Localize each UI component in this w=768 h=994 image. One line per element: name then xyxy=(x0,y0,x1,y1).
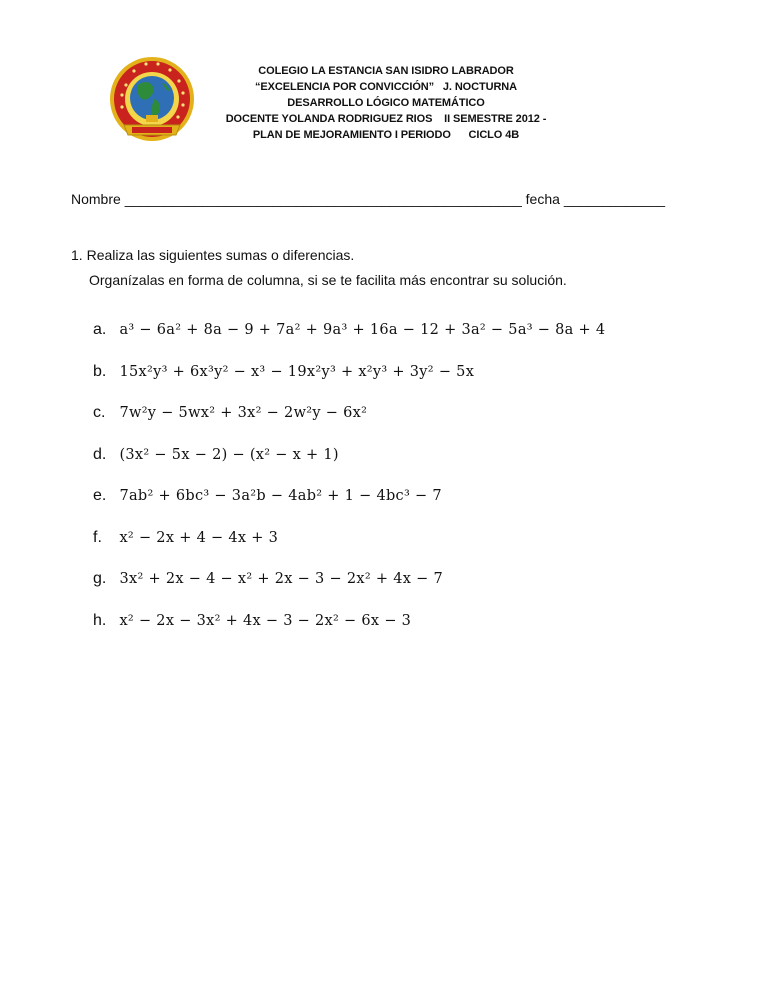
exercise-e xyxy=(93,487,442,505)
document-header xyxy=(196,63,576,143)
exercise-label: a. xyxy=(93,321,107,338)
exercise-label: b. xyxy=(93,363,107,380)
header-motto: “EXCELENCIA POR CONVICCIÓN” J. NOCTURNA xyxy=(255,81,517,93)
exercise-expression: 3x² + 2x − 4 − x² + 2x − 3 − 2x² + 4x − 7 xyxy=(119,571,443,587)
date-blank[interactable]: _____________ xyxy=(563,191,666,207)
exercise-expression: 15x²y³ + 6x³y² − x³ − 19x²y³ + x²y³ + 3y² − 5x xyxy=(119,364,475,380)
exercise-f xyxy=(93,529,278,547)
exercise-d xyxy=(93,446,339,464)
exercise-g xyxy=(93,570,443,588)
exercise-label: g. xyxy=(93,570,107,587)
exercise-b xyxy=(93,363,474,381)
name-date-line xyxy=(71,191,665,207)
question-text: Realiza las siguientes sumas o diferencias. xyxy=(86,247,355,263)
exercise-expression: (3x² − 5x − 2) − (x² − x + 1) xyxy=(119,447,339,463)
header-teacher: DOCENTE YOLANDA RODRIGUEZ RIOS II SEMESTRE 2012 - xyxy=(225,113,547,125)
question-1 xyxy=(71,243,567,293)
exercise-expression: x² − 2x + 4 − 4x + 3 xyxy=(119,530,279,546)
exercise-expression: x² − 2x − 3x² + 4x − 3 − 2x² − 6x − 3 xyxy=(119,613,412,629)
date-label: fecha xyxy=(525,191,560,207)
exercise-c xyxy=(93,404,367,422)
exercise-expression: a³ − 6a² + 8a − 9 + 7a² + 9a³ + 16a − 12 + 3a² − 5a³ − 8a + 4 xyxy=(119,322,606,338)
header-plan: PLAN DE MEJORAMIENTO I PERIODO CICLO 4B xyxy=(252,129,520,141)
exercise-label: h. xyxy=(93,612,107,629)
name-label: Nombre xyxy=(71,191,121,207)
exercise-expression: 7ab² + 6bc³ − 3a²b − 4ab² + 1 − 4bc³ − 7 xyxy=(119,488,442,504)
question-number: 1. xyxy=(71,247,83,263)
exercise-label: d. xyxy=(93,446,107,463)
header-subject: DESARROLLO LÓGICO MATEMÁTICO xyxy=(287,97,485,109)
exercise-h xyxy=(93,612,411,630)
exercise-label: e. xyxy=(93,487,107,504)
name-blank[interactable]: ___________________________________________________ xyxy=(124,191,522,207)
exercise-a xyxy=(93,321,605,339)
question-subtext: Organízalas en forma de columna, si se te facilita más encontrar su solución. xyxy=(89,272,567,288)
header-school-name: COLEGIO LA ESTANCIA SAN ISIDRO LABRADOR xyxy=(258,65,514,77)
exercise-expression: 7w²y − 5wx² + 3x² − 2w²y − 6x² xyxy=(119,405,368,421)
school-seal-logo xyxy=(108,55,196,145)
exercise-label: c. xyxy=(93,404,106,421)
exercise-label: f. xyxy=(93,529,102,546)
